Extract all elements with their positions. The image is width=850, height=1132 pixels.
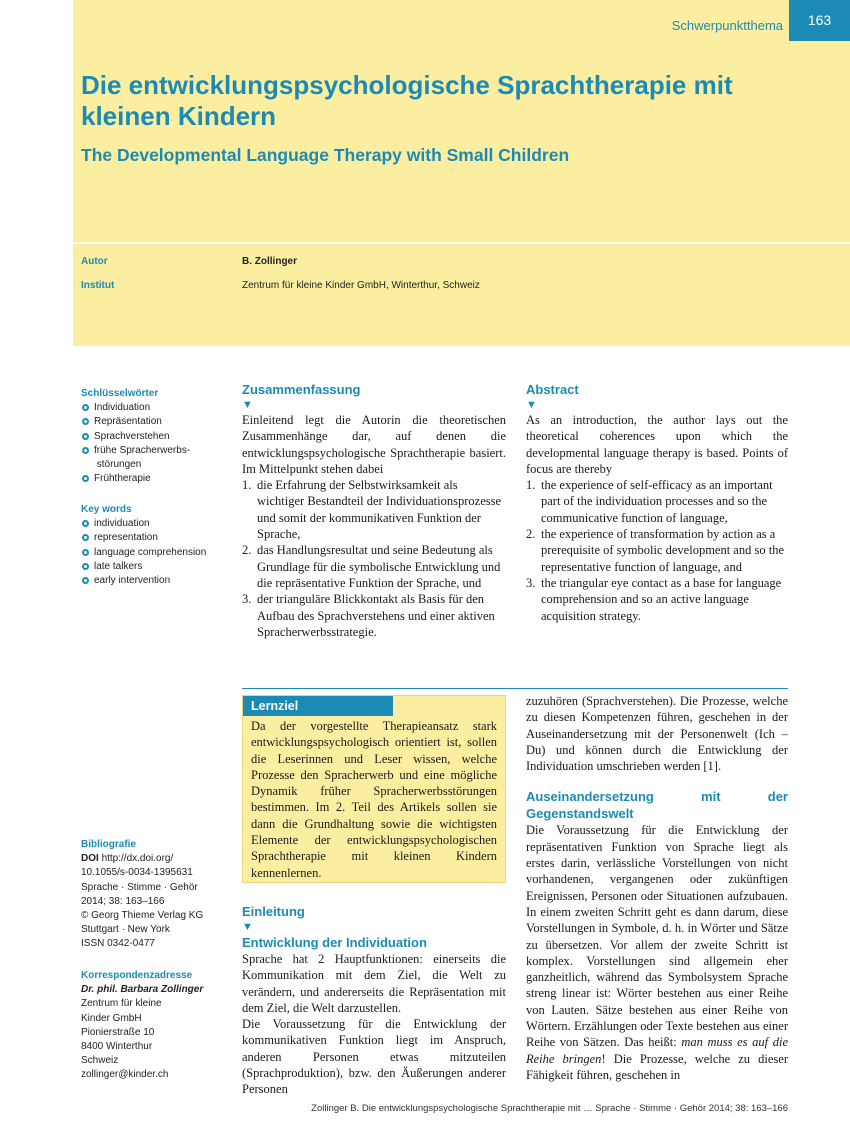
introduction [242,903,506,1098]
keyword-item: Individuation [81,401,221,415]
summary-de [242,381,506,640]
correspondence [81,969,221,1083]
doi-value: 10.1055/s-0034-1395631 [81,867,193,879]
bibliography [81,838,221,952]
paragraph: Sprache hat 2 Hauptfunktionen: einerseits die Kommunikation mit dem Ziel, die Welt zu verändern, und andererseits die Repräsentation mit dem Ziel, die Welt darzustellen. [242,952,506,1015]
correspondence-name: Dr. phil. Barbara Zollinger [81,984,204,996]
abstract-en [526,381,788,624]
publisher-location: Stuttgart · New York [81,924,170,936]
learning-goal-heading: Lernziel [243,696,393,716]
learning-goal-text: Da der vorgestellte Therapieansatz stark entwicklungspsychologisch orientiert ist, sollen die Leserinnen und Leser wissen, welche Prozesse den Spracherwerb und eine mögliche Dynamik früher Spracherwerbsstörungen bestimmen. Im 2. Teil des Artikels sollen sie dann die Grundhaltung sowie die wichtigsten Elemente der entwicklungspsychologischen Sprachtherapie mit kleinen Kindern kennenlernen. [251,719,497,880]
correspondence-heading: Korrespondenzadresse [81,970,193,981]
keywords-de [81,387,221,486]
keyword-item: language comprehension [81,546,221,560]
institute-name: Zentrum für kleine Kinder GmbH, Winterthur, Schweiz [242,280,480,291]
circle-bullet-icon [82,563,89,570]
keyword-item: individuation [81,517,221,531]
article-title: Die entwicklungspsychologische Sprachtherapie mit kleinen Kindern [81,70,733,131]
circle-bullet-icon [82,577,89,584]
address-line: Pionierstraße 10 [81,1026,155,1038]
paragraph: Die Voraussetzung für die Entwicklung der kommunikativen Funktion liegt im Anspruch, anderen Personen etwas mitzuteilen (Sprachproduktion), bzw. den Äußerungen anderer Personen [242,1017,506,1097]
publisher: © Georg Thieme Verlag KG [81,910,204,922]
issn: ISSN 0342-0477 [81,938,155,950]
emphasis: man muss es auf die Reihe bringen [526,1035,788,1066]
circle-bullet-icon [82,418,89,425]
author-name: B. Zollinger [242,256,297,267]
journal-issue: 2014; 38: 163–166 [81,895,165,907]
list-item: 1. the experience of self-efficacy as an important part of the individuation processes and so the communicative function of language, [526,478,773,525]
journal-name: Sprache · Stimme · Gehör [81,881,198,893]
page-footer: Zollinger B. Die entwicklungspsychologische Sprachtherapie mit … Sprache · Stimme · Gehör 2014; 38: 163–166 [311,1103,788,1114]
subsection-heading: Auseinandersetzung mit der Gegenstandswelt [526,789,788,822]
circle-bullet-icon [82,549,89,556]
doi-label: DOI [81,853,99,865]
paragraph: Die Voraussetzung für die Entwicklung der repräsentativen Funktion von Sprache liegt als erstes darin, verlässliche Vorstellungen von nicht vorhandenen, vergangenen oder zukünftigen Ereignissen, Personen oder Situationen aufzubauen. In einem zweiten Schritt geht es dann darum, diese Vorstellungen in Symbole, d. h. in Wörter und Sätze zu übersetzen. Vor allem der zweite Schritt ist komplex. Vorstellungen sind allgemein eher ganzheitlich, während das Symbolsystem Sprache streng linear ist: Wörter bestehen aus einer Reihe von Lauten. Sätze bestehen aus einer Reihe von Wörtern. Erzählungen oder Texte bestehen aus einer Reihe von Sätzen. Das heißt: man muss es auf die Reihe bringen! Die Prozesse, welche zu dieser Fähigkeit führen, geschehen in [526,823,788,1082]
institute-label: Institut [81,280,115,291]
doi-link[interactable]: http://dx.doi.org/ [101,853,174,865]
address-line: Zentrum für kleine [81,998,162,1010]
page-number: 163 [789,0,850,41]
circle-bullet-icon [82,534,89,541]
author-label: Autor [81,256,108,267]
introduction-heading: Einleitung [242,904,305,919]
circle-bullet-icon [82,433,89,440]
email-link[interactable]: zollinger@kinder.ch [81,1069,169,1081]
section-divider [242,688,788,689]
summary-de-intro: Einleitend legt die Autorin die theoretischen Zusammenhänge dar, auf denen die entwicklungspsychologische Sprachtherapie basiert. Im Mittelpunkt stehen dabei [242,413,506,476]
triangle-down-icon: ▼ [242,399,253,411]
meta-banner [73,244,850,346]
keywords-en-heading: Key words [81,504,132,515]
keyword-item: Sprachverstehen [81,430,221,444]
list-item: 2. das Handlungsresultat und seine Bedeutung als Grundlage für die symbolische Entwicklung und die repräsentative Funktion der Sprache, und [242,543,501,590]
abstract-heading: Abstract [526,382,579,397]
keyword-item: late talkers [81,560,221,574]
learning-goal-box [242,695,506,883]
circle-bullet-icon [82,404,89,411]
list-item: 1. die Erfahrung der Selbstwirksamkeit als wichtiger Bestandteil der Individuationsprozesse und somit der kommunikativen Funktion der Sprache, [242,478,502,542]
article-subtitle: The Developmental Language Therapy with Small Children [81,145,570,165]
list-item: 3. der trianguläre Blickkontakt als Basis für den Aufbau des Sprachverstehens und einer aktiven Spracherwerbsstrategie. [242,592,495,639]
abstract-intro: As an introduction, the author lays out the theoretical coherences upon which the developmental language therapy is based. Points of focus are thereby [526,413,788,476]
keywords-de-heading: Schlüsselwörter [81,388,159,399]
address-line: Schweiz [81,1055,119,1067]
bibliography-heading: Bibliografie [81,839,137,850]
list-item: 3. the triangular eye contact as a base for language comprehension and so an active language acquisition strategy. [526,575,782,623]
triangle-down-icon: ▼ [526,399,537,411]
keywords-en [81,503,221,588]
circle-bullet-icon [82,447,89,454]
circle-bullet-icon [82,520,89,527]
circle-bullet-icon [82,475,89,482]
triangle-down-icon: ▼ [242,921,253,933]
list-item: 2. the experience of transformation by action as a prerequisite of symbolic development and so the representative function of language, and [526,527,784,574]
keyword-item: Frühtherapie [81,472,221,486]
introduction-subheading: Entwicklung der Individuation [242,935,427,950]
keyword-item: early intervention [81,574,221,588]
keyword-item: representation [81,531,221,545]
address-line: 8400 Winterthur [81,1041,153,1053]
body-right-column [526,693,788,1083]
address-line: Kinder GmbH [81,1012,142,1024]
section-label: Schwerpunktthema [671,18,783,33]
summary-de-heading: Zusammenfassung [242,382,361,397]
paragraph: zuzuhören (Sprachverstehen). Die Prozesse, welche zu diesen Kompetenzen führen, geschehen in der Auseinandersetzung mit der Personenwelt (Ich – Du) und können durch die Entwicklung der Individuation umschrieben werden [1]. [526,694,788,774]
keyword-item: Repräsentation [81,415,221,429]
keyword-item: frühe Spracherwerbs- störungen [81,444,199,472]
